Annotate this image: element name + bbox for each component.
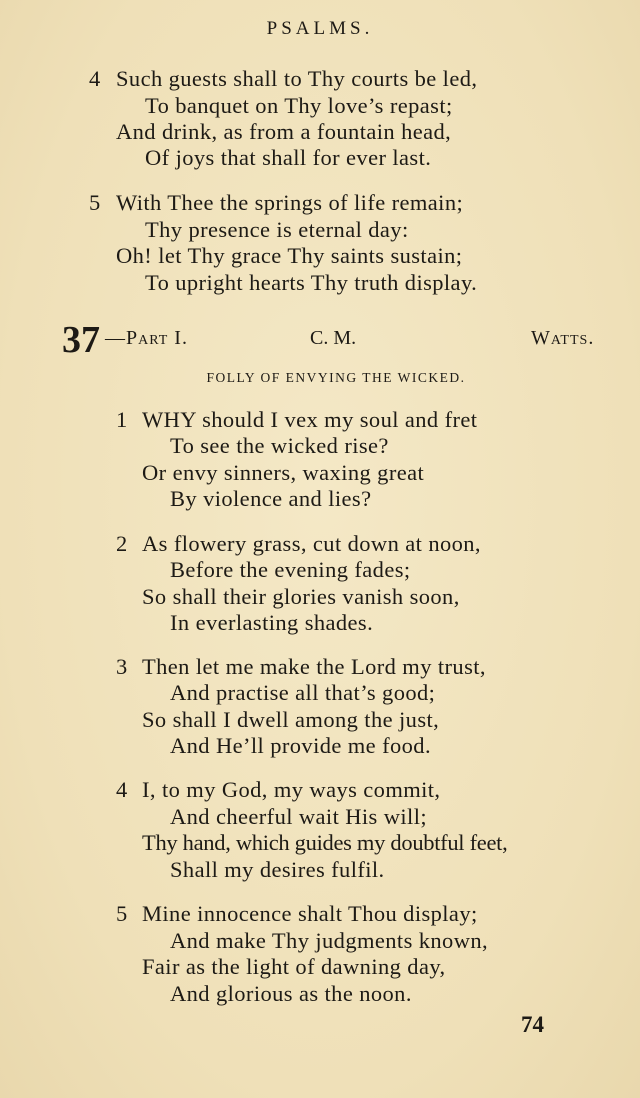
page-number: 74 [521,1012,544,1037]
verse-line: To banquet on Thy love’s repast; [145,93,453,118]
verse-line: To upright hearts Thy truth display. [145,270,478,295]
verse-line: I, to my God, my ways commit, [142,777,441,802]
verse-line: And cheerful wait His will; [170,804,427,829]
hymn-number: 37 [62,319,100,361]
verse-line: And practise all that’s good; [170,680,436,705]
running-head: PSALMS. [266,18,374,39]
stanza-number: 4 [116,777,128,802]
verse-line: As flowery grass, cut down at noon, [142,531,481,556]
stanza-number: 5 [116,901,128,926]
hymn-part: —Part I. [105,327,188,349]
verse-line: So shall their glories vanish soon, [142,584,460,609]
stanza-number: 4 [89,66,101,91]
verse-line: Before the evening fades; [170,557,411,582]
verse-line: Then let me make the Lord my trust, [142,654,486,679]
verse-line: Shall my desires fulfil. [170,857,385,882]
verse-line: By violence and lies? [170,486,372,511]
verse-line: And drink, as from a fountain head, [116,119,452,144]
hymn-title: FOLLY OF ENVYING THE WICKED. [206,370,466,385]
stanza-number: 2 [116,531,128,556]
verse-line: Of joys that shall for ever last. [145,145,432,170]
verse-line: And make Thy judgments known, [170,928,489,953]
stanza-number: 5 [89,190,101,215]
stanza-number: 1 [116,407,128,432]
verse-line: Thy presence is eternal day: [145,217,409,242]
verse-line: Thy hand, which guides my doubtful feet, [142,830,508,855]
verse-line: With Thee the springs of life remain; [116,190,464,215]
hymn-author: Watts. [531,327,595,349]
verse-line: Fair as the light of dawning day, [142,954,446,979]
verse-line: And glorious as the noon. [170,981,412,1006]
verse-line: Such guests shall to Thy courts be led, [116,66,478,91]
verse-line: WHY should I vex my soul and fret [142,407,478,432]
hymn-meter: C. M. [310,327,357,349]
verse-line: Or envy sinners, waxing great [142,460,425,485]
verse-line: In everlasting shades. [170,610,374,635]
verse-line: To see the wicked rise? [170,433,389,458]
verse-line: Mine innocence shalt Thou display; [142,901,478,926]
verse-line: Oh! let Thy grace Thy saints sustain; [116,243,463,268]
verse-line: And He’ll provide me food. [170,733,431,758]
stanza-number: 3 [116,654,128,679]
verse-line: So shall I dwell among the just, [142,707,440,732]
